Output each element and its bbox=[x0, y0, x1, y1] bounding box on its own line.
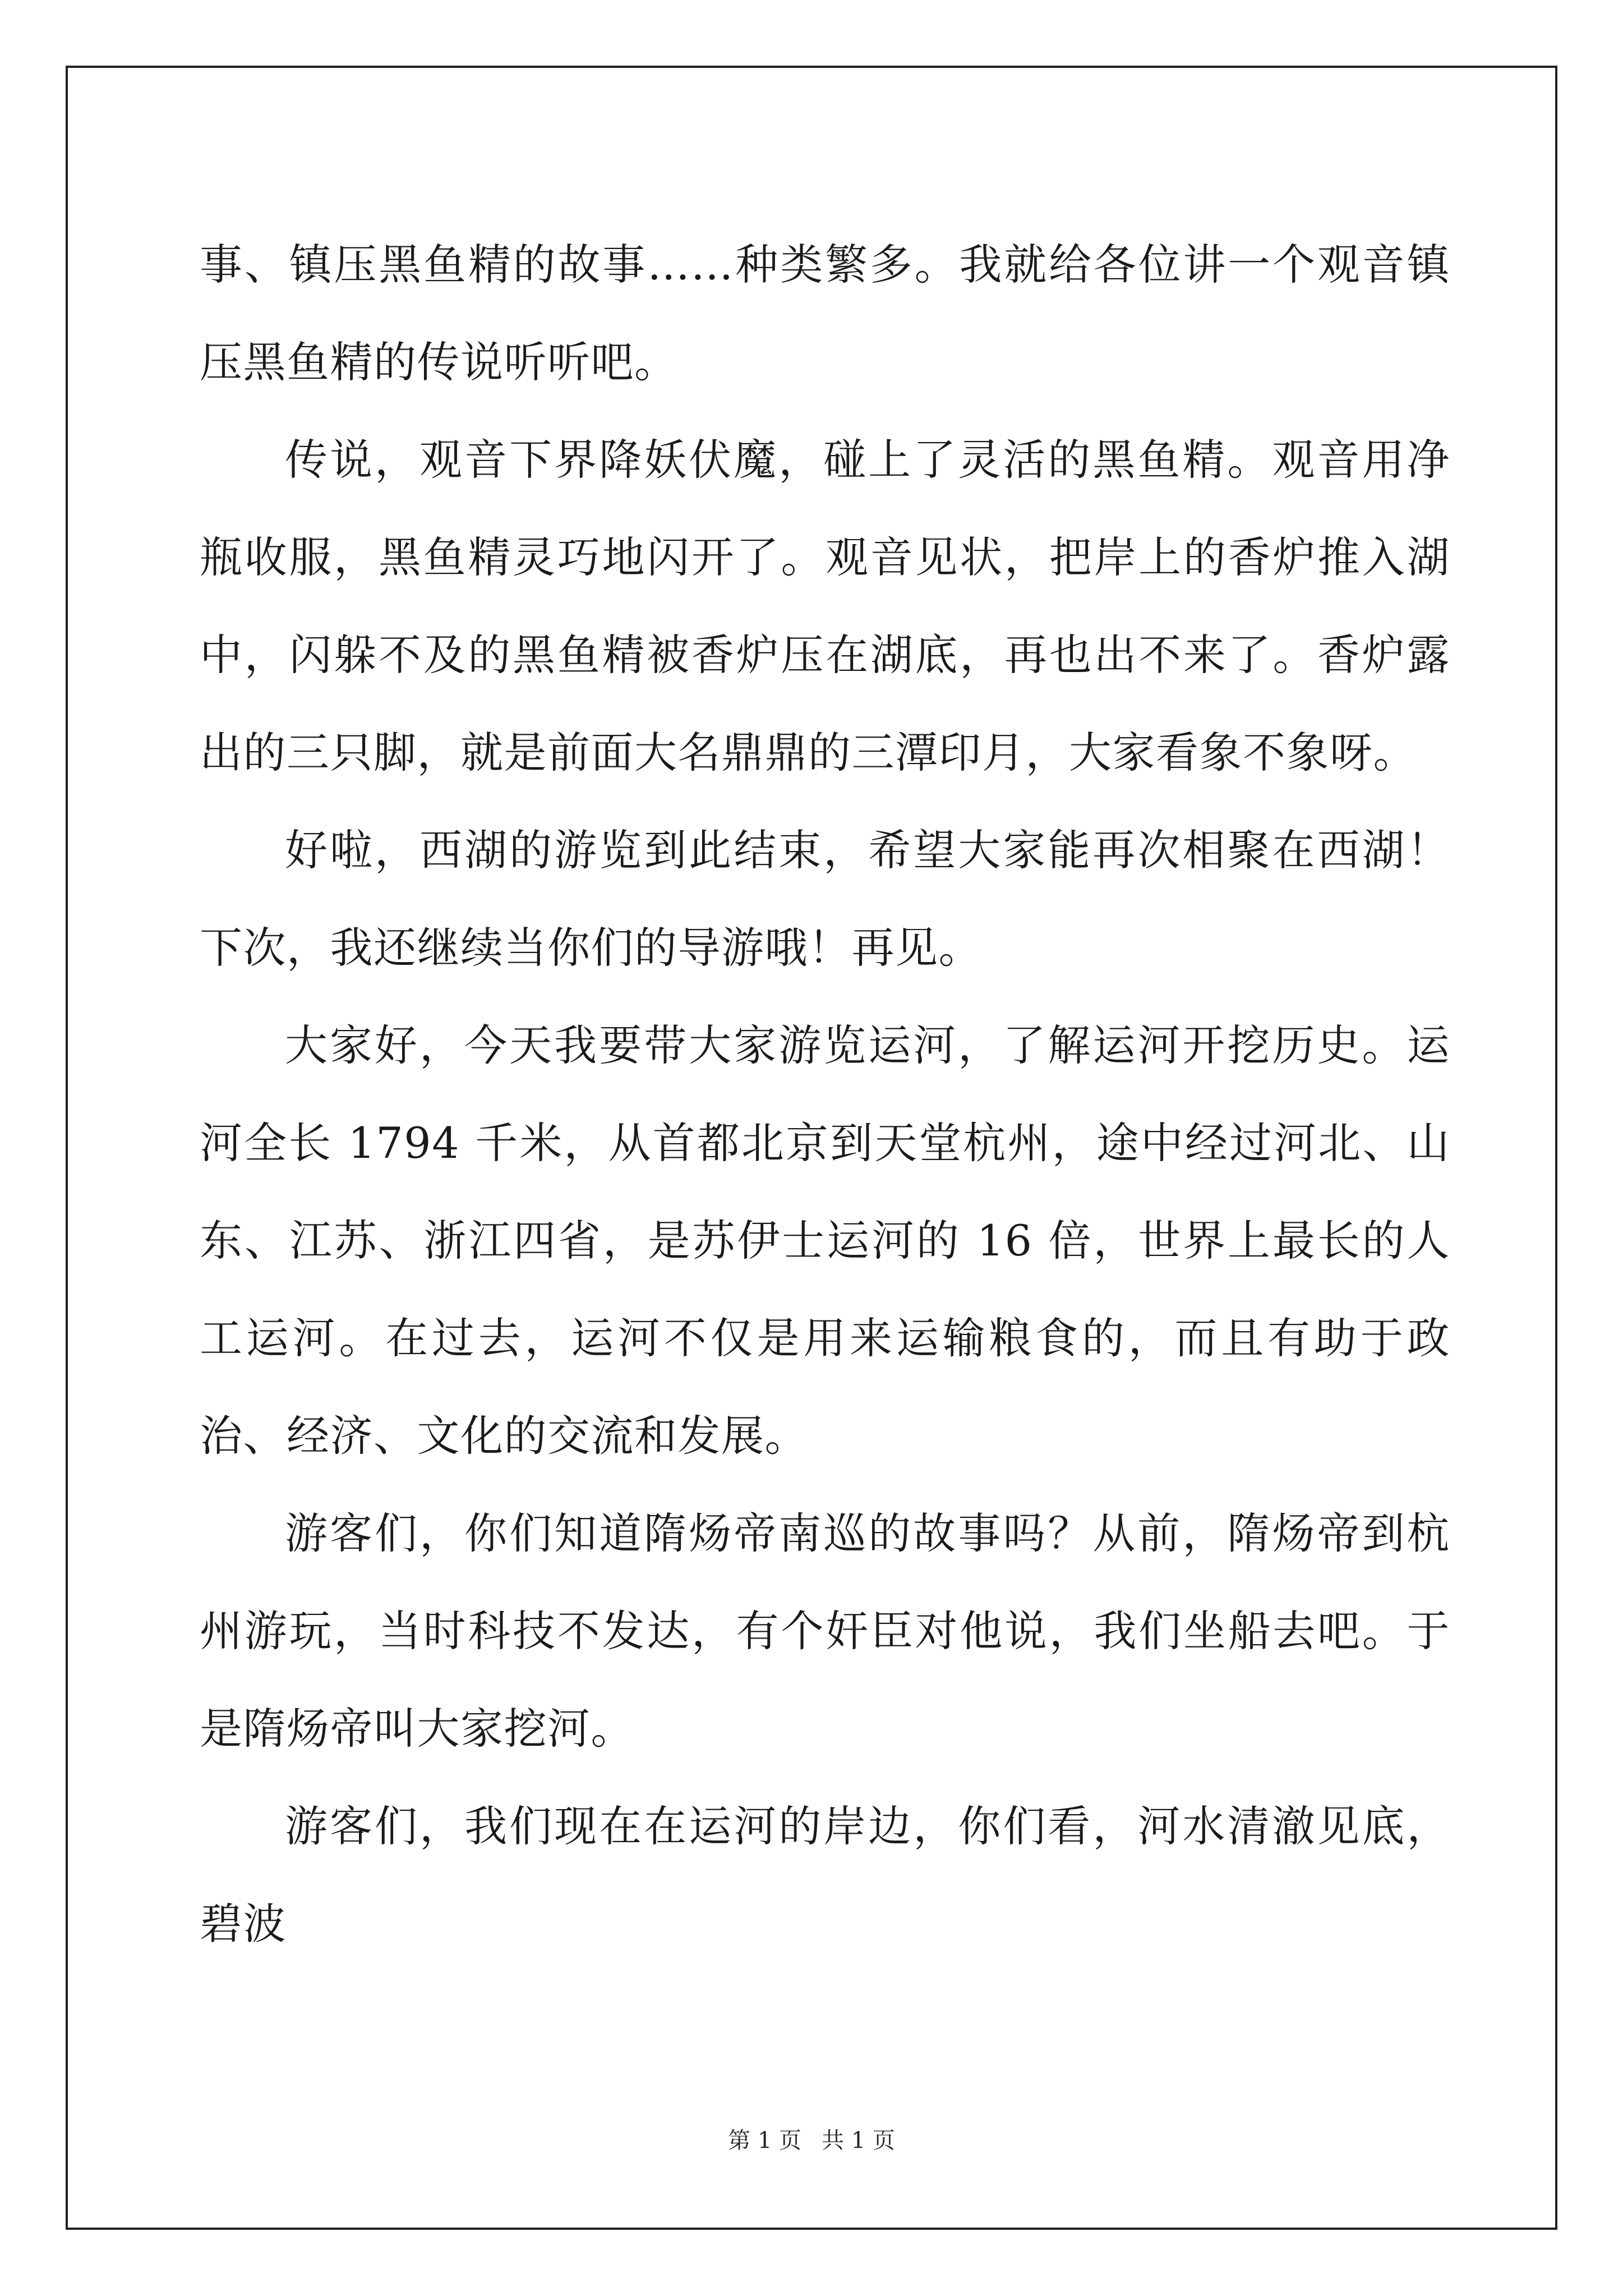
page-number: 第 1 页 bbox=[728, 2128, 801, 2154]
document-body bbox=[200, 216, 1450, 1973]
paragraph-1: 事、镇压黑鱼精的故事……种类繁多。我就给各位讲一个观音镇压黑鱼精的传说听听吧。 bbox=[200, 240, 1450, 387]
paragraph-2: 传说，观音下界降妖伏魔，碰上了灵活的黑鱼精。观音用净瓶收服，黑鱼精灵巧地闪开了。观音见状，把岸上的香炉推入湖中，闪躲不及的黑鱼精被香炉压在湖底，再也出不来了。香炉露出的三只脚，就是前面大名鼎鼎的三潭印月，大家看象不象呀。 bbox=[200, 435, 1450, 777]
page-total: 共 1 页 bbox=[822, 2128, 895, 2154]
paragraph-4: 大家好，今天我要带大家游览运河，了解运河开挖历史。运河全长 1794 千米，从首都北京到天堂杭州，途中经过河北、山东、江苏、浙江四省，是苏伊士运河的 16 倍，世界上最长的人工运河。在过去，运河不仅是用来运输粮食的，而且有助于政治、经济、文化的交流和发展。 bbox=[200, 1020, 1450, 1461]
page-footer bbox=[0, 2124, 1623, 2157]
paragraph-6: 游客们，我们现在在运河的岸边，你们看，河水清澈见底，碧波 bbox=[200, 1801, 1450, 1949]
paragraph-3: 好啦，西湖的游览到此结束，希望大家能再次相聚在西湖！下次，我还继续当你们的导游哦！再见。 bbox=[200, 825, 1450, 973]
paragraph-5: 游客们，你们知道隋炀帝南巡的故事吗？从前，隋炀帝到杭州游玩，当时科技不发达，有个奸臣对他说，我们坐船去吧。于是隋炀帝叫大家挖河。 bbox=[200, 1508, 1450, 1754]
